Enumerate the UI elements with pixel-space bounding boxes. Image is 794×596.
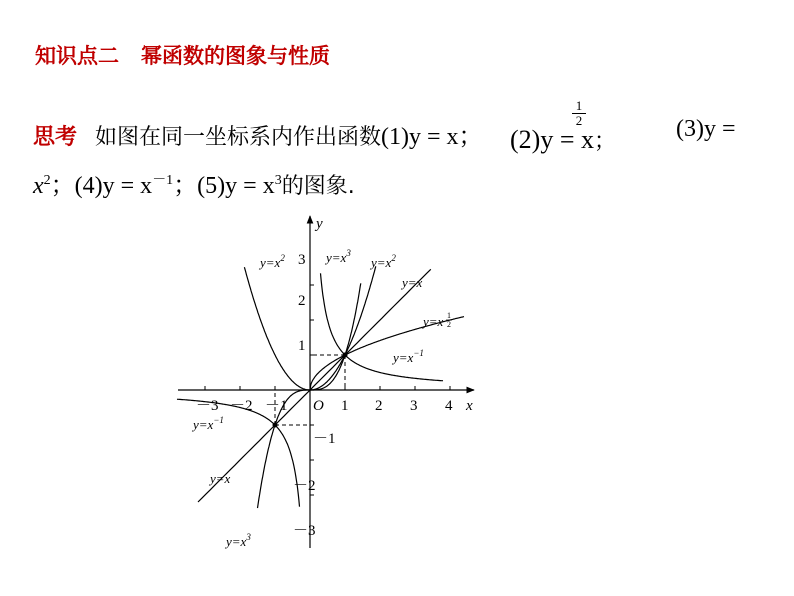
y-tick-label: 1 xyxy=(298,338,306,354)
line2-c: ；(5)y = x xyxy=(173,173,275,199)
item2-exp-den: 2 xyxy=(575,113,583,128)
heading-part2: 幂函数的图象与性质 xyxy=(141,44,330,68)
intersection-point xyxy=(273,423,278,428)
x-tick-label: 4 xyxy=(445,398,453,414)
label-sqrt-exp-num: 1 xyxy=(447,311,451,320)
label-sqrt-exp-den: 2 xyxy=(447,320,451,329)
x-tick-label: 1 xyxy=(341,398,349,414)
label-inv-left: $y=x^{-1}$ xyxy=(193,415,224,432)
think-text: 如图在同一坐标系内作出函数 xyxy=(95,125,382,150)
label-x2-right: $y=x^2$ xyxy=(371,253,396,270)
x-axis-label: x xyxy=(466,398,473,414)
x-tick-label: 2 xyxy=(375,398,383,414)
origin-label: O xyxy=(313,398,324,414)
x-tick-label: －3 xyxy=(196,398,219,414)
y-tick-label: －3 xyxy=(293,523,316,539)
label-x3-bottom: $y=x^3$ xyxy=(226,532,251,549)
item1-function: (1)y = x； xyxy=(381,124,483,150)
curve-y-x-1--left xyxy=(177,399,300,507)
item2-suffix: ； xyxy=(593,128,616,153)
label-x-bottom: y=x xyxy=(210,471,231,486)
y-tick-label: －1 xyxy=(313,431,336,447)
heading-part1: 知识点二 xyxy=(35,44,119,68)
x-tick-label: －1 xyxy=(265,398,288,414)
line2-a-sup: 2 xyxy=(43,173,51,188)
line2-tail: 的图象. xyxy=(281,174,355,199)
think-label: 思考 xyxy=(33,125,78,150)
line2-c-sup: 3 xyxy=(274,173,282,188)
label-x2-left: $y=x^2$ xyxy=(260,253,285,270)
label-x3-top: $y=x^3$ xyxy=(326,248,351,265)
item2-prefix: (2)y = x xyxy=(510,125,594,154)
line2-a: x xyxy=(33,173,44,199)
curve-y-x xyxy=(198,269,431,502)
y-tick-label: 3 xyxy=(298,252,306,268)
x-tick-label: 3 xyxy=(410,398,418,414)
x-tick-label: －2 xyxy=(230,398,253,414)
item2-exp-num: 1 xyxy=(575,98,583,113)
item3-function: (3)y = xyxy=(676,116,736,142)
label-inv-right: $y=x^{-1}$ xyxy=(393,348,424,365)
curve-y-x-3 xyxy=(258,283,361,508)
intersection-point xyxy=(343,353,348,358)
line2-b-sup: －1 xyxy=(152,173,174,188)
y-axis-label: y xyxy=(316,216,323,232)
label-x-top: y=x xyxy=(402,275,423,290)
label-sqrt: y=x xyxy=(423,314,444,329)
y-tick-label: －2 xyxy=(293,478,316,494)
y-tick-label: 2 xyxy=(298,293,306,309)
line2-b: ；(4)y = x xyxy=(50,173,153,199)
